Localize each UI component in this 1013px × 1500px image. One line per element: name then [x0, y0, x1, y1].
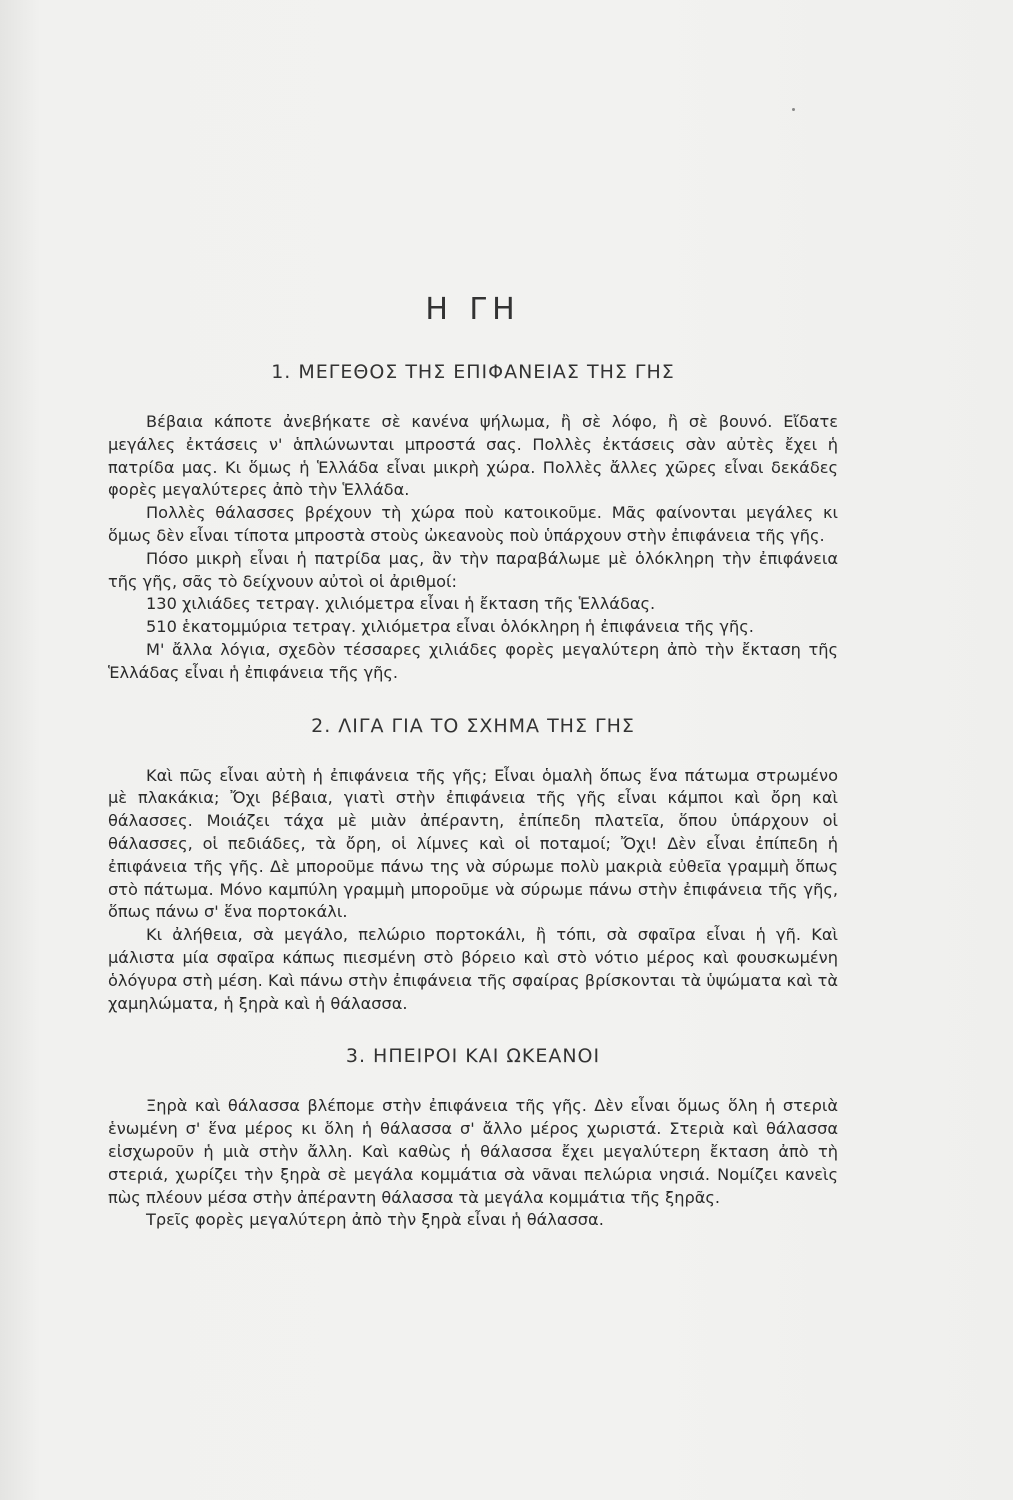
paragraph: Τρεῖς φορὲς μεγαλύτερη ἀπὸ τὴν ξηρὰ εἶναι ἡ θάλασσα.	[146, 1210, 604, 1230]
section-3	[108, 1045, 838, 1232]
paragraph: Βέβαια κάποτε ἀνεβήκατε σὲ κανένα ψήλωμα, ἢ σὲ λόφο, ἢ σὲ βουνό. Εἴδατε μεγάλες ἐκτάσεις ν' ἁπλώνωνται μπροστά σας. Πολλὲς ἐκτάσεις σὰν αὐτὲς ἔχει ἡ πατρίδα μας. Κι ὅμως ἡ Ἑλλάδα εἶναι μικρὴ χώρα. Πολλὲς ἄλλες χῶρες εἶναι δεκάδες φορὲς μεγαλύτερες ἀπὸ τὴν Ἑλλάδα.	[108, 412, 838, 500]
text-body	[108, 292, 838, 1262]
paragraph: Ξηρὰ καὶ θάλασσα βλέπομε στὴν ἐπιφάνεια τῆς γῆς. Δὲν εἶναι ὅμως ὅλη ἡ στεριὰ ἑνωμένη σ' ἕνα μέρος κι ὅλη ἡ θάλασσα σ' ἄλλο μέρος χωριστά. Στεριὰ καὶ θάλασσα εἰσχωροῦν ἡ μιὰ στὴν ἄλλη. Καὶ καθὼς ἡ θάλασσα ἔχει μεγαλύτερη ἔκταση ἀπὸ τὴ στεριά, χωρίζει τὴν ξηρὰ σὲ μεγάλα κομμάτια σὰ νᾶναι πελώρια νησιά. Νομίζει κανεὶς πὼς πλέουν μέσα στὴν ἀπέραντη θάλασσα τὰ μεγάλα κομμάτια τῆς ξηρᾶς.	[108, 1096, 838, 1207]
paragraph: Καὶ πῶς εἶναι αὐτὴ ἡ ἐπιφάνεια τῆς γῆς; Εἶναι ὁμαλὴ ὅπως ἕνα πάτωμα στρωμένο μὲ πλακάκια; Ὄχι βέβαια, γιατὶ στὴν ἐπιφάνεια τῆς γῆς εἶναι κάμποι καὶ ὄρη καὶ θάλασσες. Μοιάζει τάχα μὲ μιὰν ἀπέραντη, ἐπίπεδη πλατεῖα, ὅπου ὑπάρχουν οἱ θάλασσες, οἱ πεδιάδες, τὰ ὄρη, οἱ λίμνες καὶ οἱ ποταμοί; Ὄχι! Δὲν εἶναι ἐπίπεδη ἡ ἐπιφάνεια τῆς γῆς. Δὲ μποροῦμε πάνω της νὰ σύρωμε πολὺ μακριὰ εὐθεῖα γραμμὴ ὅπως στὸ πάτωμα. Μόνο καμπύλη γραμμὴ μποροῦμε νὰ σύρωμε πάνω στὴν ἐπιφάνεια τῆς γῆς, ὅπως πάνω σ' ἕνα πορτοκάλι.	[108, 765, 838, 922]
section-heading: 3. ΗΠΕΙΡΟΙ ΚΑΙ ΩΚΕΑΝΟΙ	[345, 1045, 601, 1068]
paragraph: Μ' ἄλλα λόγια, σχεδὸν τέσσαρες χιλιάδες φορὲς μεγαλύτερη ἀπὸ τὴν ἔκταση τῆς Ἑλλάδας εἶναι ἡ ἐπιφάνεια τῆς γῆς.	[108, 639, 838, 682]
section-2	[108, 715, 838, 1016]
paragraph: Κι ἀλήθεια, σὰ μεγάλο, πελώριο πορτοκάλι, ἢ τόπι, σὰ σφαῖρα εἶναι ἡ γῆ. Καὶ μάλιστα μία σφαῖρα κάπως πιεσμένη στὸ βόρειο καὶ στὸ νότιο μέρος καὶ φουσκωμένη ὁλόγυρα στὴ μέση. Καὶ πάνω στὴν ἐπιφάνεια τῆς σφαίρας βρίσκονται τὰ ὑψώματα καὶ τὰ χαμηλώματα, ἡ ξηρὰ καὶ ἡ θάλασσα.	[108, 925, 838, 1013]
section-1	[108, 361, 838, 685]
paragraph: Πόσο μικρὴ εἶναι ἡ πατρίδα μας, ἂν τὴν παραβάλωμε μὲ ὁλόκληρη τὴν ἐπιφάνεια τῆς γῆς, σᾶς τὸ δείχνουν αὐτοὶ οἱ ἀριθμοί:	[108, 548, 838, 591]
paragraph: Πολλὲς θάλασσες βρέχουν τὴ χώρα ποὺ κατοικοῦμε. Μᾶς φαίνονται μεγάλες κι ὅμως δὲν εἶναι τίποτα μπροστὰ στοὺς ὠκεανοὺς ποὺ ὑπάρχουν στὴν ἐπιφάνεια τῆς γῆς.	[108, 503, 838, 545]
paragraph: 510 ἑκατομμύρια τετραγ. χιλιόμετρα εἶναι ὁλόκληρη ἡ ἐπιφάνεια τῆς γῆς.	[146, 617, 754, 637]
section-heading: 1. ΜΕΓΕΘΟΣ ΤΗΣ ΕΠΙΦΑΝΕΙΑΣ ΤΗΣ ΓΗΣ	[271, 361, 675, 383]
page-title: Η ΓΗ	[425, 292, 521, 327]
paragraph: 130 χιλιάδες τετραγ. χιλιόμετρα εἶναι ἡ ἔκταση τῆς Ἑλλάδας.	[146, 594, 656, 614]
speck	[792, 108, 795, 111]
section-heading: 2. ΛΙΓΑ ΓΙΑ ΤΟ ΣΧΗΜΑ ΤΗΣ ΓΗΣ	[311, 714, 635, 737]
